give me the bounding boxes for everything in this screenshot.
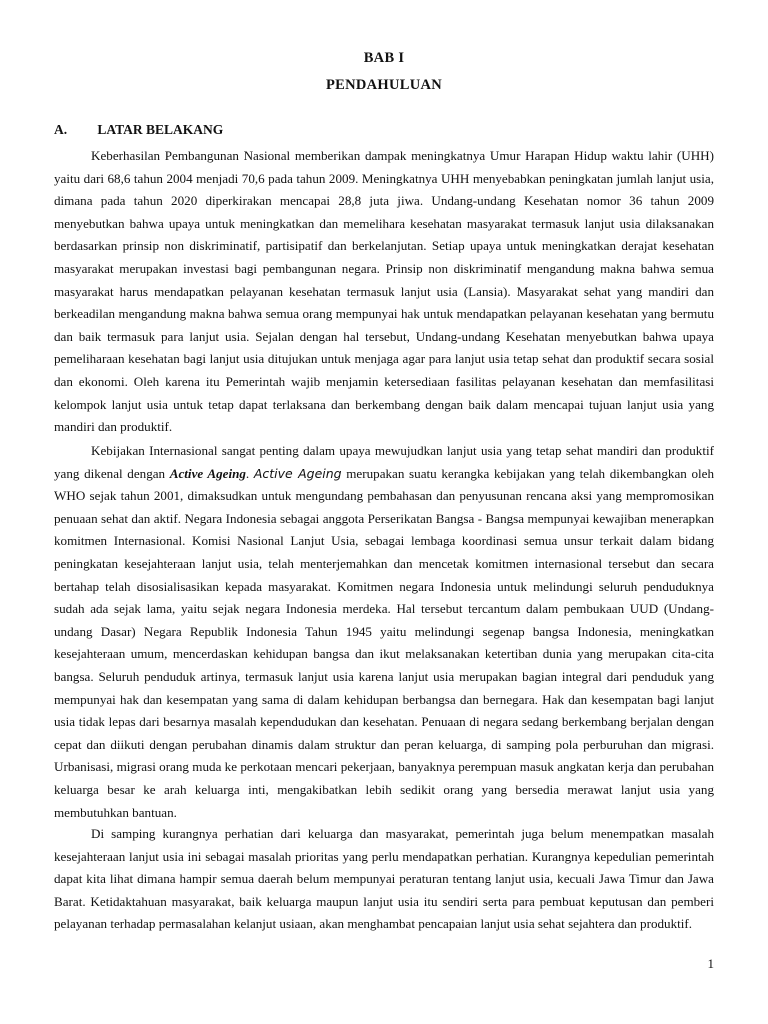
paragraph-2 (54, 440, 714, 824)
paragraph-1: Keberhasilan Pembangunan Nasional memberikan dampak meningkatnya Umur Harapan Hidup waktu lahir (UHH) yaitu dari 68,6 tahun 2004 menjadi 70,6 pada tahun 2009. Meningkatnya UHH menyebabkan peningkatan jumlah lanjut usia, dimana pada tahun 2020 diperkirakan mencapai 28,8 juta jiwa. Undang-undang Kesehatan nomor 36 tahun 2009 menyebutkan bahwa upaya untuk meningkatkan dan memelihara kesehatan masyarakat termasuk lanjut usia dilaksanakan berdasarkan prinsip non diskriminatif, partisipatif dan berkelanjutan. Setiap upaya untuk meningkatkan derajat kesehatan masyarakat merupakan investasi bagi pembangunan negara. Prinsip non diskriminatif mengandung makna bahwa semua masyarakat harus mendapatkan pelayanan kesehatan termasuk lanjut usia (Lansia). Masyarakat sehat yang mandiri dan berkeadilan mengandung makna bahwa semua orang mempunyai hak untuk mendapatkan pelayanan kesehatan yang bermutu dan baik termasuk para lanjut usia. Sejalan dengan hal tersebut, Undang-undang Kesehatan menyebutkan bahwa upaya pemeliharaan kesehatan bagi lanjut usia ditujukan untuk menjaga agar para lanjut usia tetap sehat dan produktif secara sosial dan ekonomi. Oleh karena itu Pemerintah wajib menjamin ketersediaan fasilitas pelayanan kesehatan dan memfasilitasi kelompok lanjut usia untuk tetap dapat terlaksana dan berkembang dengan baik dalam mencapai tujuan lanjut usia yang mandiri dan produktif. (54, 148, 714, 435)
section-title: LATAR BELAKANG (97, 122, 224, 137)
page-number: 1 (707, 956, 714, 971)
active-ageing-term-bold: Active Ageing (169, 465, 246, 481)
section-heading (54, 122, 223, 138)
chapter-number: BAB I (363, 50, 405, 66)
section-number: A. (54, 122, 68, 137)
active-ageing-term-italic: Active Ageing (253, 465, 342, 481)
paragraph-3: Di samping kurangnya perhatian dari keluarga dan masyarakat, pemerintah juga belum menempatkan masalah kesejahteraan lanjut usia ini sebagai masalah prioritas yang perlu mendapatkan perhatian. Kurangnya kepedulian pemerintah dapat kita lihat dimana hampir semua daerah belum mempunyai peraturan tentang lanjut usia, kecuali Jawa Timur dan Jawa Barat. Ketidaktahuan masyarakat, baik keluarga maupun lanjut usia itu sendiri serta para pembuat keputusan dan pemberi pelayanan terhadap permasalahan kelanjut usiaan, akan menghambat pencapaian lanjut usia sehat sejahtera dan produktif. (54, 826, 714, 932)
chapter-title: PENDAHULUAN (325, 77, 443, 93)
paragraph-2-text-2: . (245, 465, 254, 481)
paragraph-2-text-3: merupakan suatu kerangka kebijakan yang telah dikembangkan oleh WHO sejak tahun 2001, dimaksudkan untuk mengundang pembahasan dan penyusunan rencana aksi yang mempromosikan penuaan sehat dan aktif. Negara Indonesia sebagai anggota Perserikatan Bangsa - Bangsa mempunyai kewajiban menerapkan komitmen Internasional. Komisi Nasional Lanjut Usia, sebagai lembaga koordinasi semua unsur terkait dalam bidang peningkatan kesejahteraan lanjut usia, telah menterjemahkan dan mencetak komitmen internasional tersebut dan secara bertahap telah disosialisasikan kepada masyarakat. Komitmen negara Indonesia untuk melindungi seluruh penduduknya sudah ada sejak lama, yaitu sejak negara Indonesia merdeka. Hal tersebut tercantum dalam pembukaan UUD (Undang-undang Dasar) Negara Republik Indonesia Tahun 1945 yaitu melindungi segenap bangsa Indonesia, meningkatkan kesejahteraan umum, mencerdaskan kehidupan bangsa dan ikut melaksanakan ketertiban dunia yang merupakan cita-cita bangsa. Seluruh penduduk artinya, termasuk lanjut usia karena lanjut usia merupakan bagian integral dari penduduk yang mempunyai hak dan kesempatan yang sama di dalam kehidupan berbangsa dan bernegara. Hak dan kesempatan bagi lanjut usia tidak lepas dari besarnya masalah kependudukan dan kesehatan. Penuaan di negara sedang berkembang berjalan dengan cepat dan diikuti dengan perubahan dinamis dalam struktur dan peran keluarga, di samping pola perburuhan dan migrasi. Urbanisasi, migrasi orang muda ke perkotaan mencari pekerjaan, banyaknya perempuan masuk angkatan kerja dan perubahan keluarga besar ke arah keluarga inti, mengakibatkan lebih sedikit orang yang bersedia merawat lanjut usia yang membutuhkan bantuan. (54, 465, 714, 820)
paragraph-2-text-1: Kebijakan Internasional sangat penting dalam upaya mewujudkan lanjut usia yang tetap sehat mandiri dan produktif yang dikenal dengan (54, 443, 714, 481)
